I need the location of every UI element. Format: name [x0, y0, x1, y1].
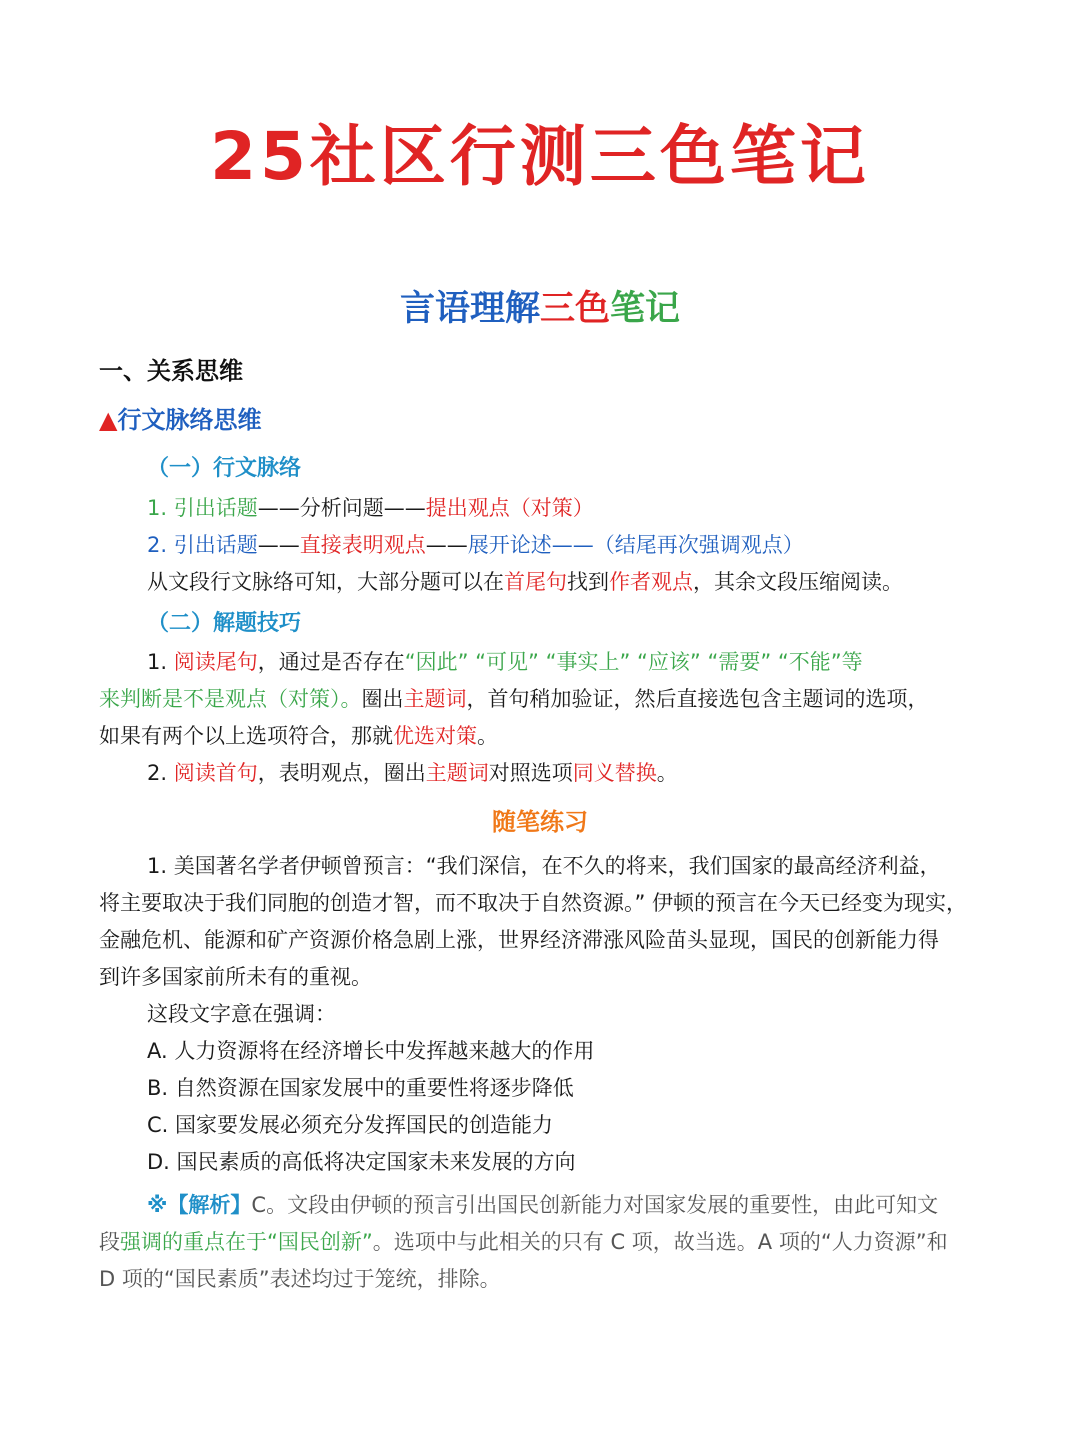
analysis-label: ※【解析】	[147, 1193, 252, 1217]
summary-a: 从文段行文脉络可知，大部分题可以在	[147, 570, 504, 594]
tip1-f: 圈出	[361, 687, 404, 711]
subtitle-part1: 言语理解	[399, 289, 540, 329]
tip2-a: 2.	[147, 761, 174, 785]
part1-item2	[147, 530, 804, 560]
tip1-d: “因此” “可见” “事实上” “应该” “需要” “不能”等	[404, 650, 863, 674]
item1-c: 提出观点（对策）	[425, 496, 594, 520]
analysis-line-3: D 项的“国民素质”表述均过于笼统，排除。	[99, 1267, 501, 1291]
question-line-3: 金融危机、能源和矿产资源价格急剧上涨，世界经济滞涨风险苗头显现，国民的创新能力得	[99, 928, 939, 952]
part1-heading: （一）行文脉络	[147, 456, 302, 481]
item2-d: ——	[425, 533, 468, 557]
option-b: B. 自然资源在国家发展中的重要性将逐步降低	[147, 1076, 574, 1100]
tip2-g: 。	[656, 761, 678, 785]
subtitle-part2: 三色	[539, 289, 610, 329]
tip1-c: ，通过是否存在	[257, 650, 405, 674]
tip1-j: 优选对策	[393, 724, 477, 748]
summary-b: 首尾句	[504, 570, 567, 594]
tip1-g: 主题词	[403, 687, 467, 711]
tip1-i: 如果有两个以上选项符合，那就	[99, 724, 393, 748]
item2-c: 直接表明观点	[299, 533, 426, 557]
practice-heading: 随笔练习	[492, 808, 588, 836]
part1-item1	[147, 493, 594, 523]
tip2-b: 阅读首句	[173, 761, 258, 785]
item1-a: 1. 引出话题	[147, 496, 258, 520]
summary-d: 作者观点	[609, 570, 693, 594]
option-a: A. 人力资源将在经济增长中发挥越来越大的作用	[147, 1039, 595, 1063]
section1-subheading-row	[99, 405, 261, 435]
tip1-k: 。	[477, 724, 498, 748]
question-line-4: 到许多国家前所未有的重视。	[99, 965, 372, 989]
tip1-line2	[99, 684, 929, 714]
summary-c: 找到	[567, 570, 609, 594]
summary-e: ，其余文段压缩阅读。	[693, 570, 903, 594]
triangle-up-icon: ▲	[99, 406, 118, 434]
tip1-b: 阅读尾句	[173, 650, 258, 674]
tip2-d: 主题词	[425, 761, 489, 785]
question-prompt: 这段文字意在强调：	[147, 1002, 336, 1026]
part1-summary	[147, 567, 903, 597]
section-title	[0, 283, 1080, 335]
analysis-line-2	[99, 1227, 948, 1257]
analysis-text-2b: 强调的重点在于“国民创新”	[120, 1230, 373, 1254]
analysis-text-2c: 。选项中与此相关的只有 C 项，故当选。A 项的“人力资源”和	[372, 1230, 948, 1254]
item2-e: 展开论述	[467, 533, 552, 557]
tip1-line3	[99, 721, 498, 751]
section1-heading: 一、关系思维	[99, 357, 243, 385]
question-line-2: 将主要取决于我们同胞的创造才智，而不取决于自然资源。” 伊顿的预言在今天已经变为现实，	[99, 891, 968, 915]
item2-f: ——（结尾再次强调观点）	[551, 533, 804, 557]
analysis-text-1: C。文段由伊顿的预言引出国民创新能力对国家发展的重要性，由此可知文	[251, 1193, 939, 1217]
item2-a: 2. 引出话题	[147, 533, 258, 557]
tip1-h: ，首句稍加验证，然后直接选包含主题词的选项，	[466, 687, 929, 711]
tip1-line1	[147, 647, 863, 677]
tip2-e: 对照选项	[488, 761, 573, 785]
tip2-f: 同义替换	[572, 761, 657, 785]
option-d: D. 国民素质的高低将决定国家未来发展的方向	[147, 1150, 576, 1174]
subtitle-part3: 笔记	[610, 289, 681, 329]
item1-b: ——分析问题——	[257, 496, 426, 520]
option-c: C. 国家要发展必须充分发挥国民的创造能力	[147, 1113, 554, 1137]
tip2-c: ，表明观点，圈出	[257, 761, 426, 785]
tip1-e: 来判断是不是观点（对策）。	[99, 687, 362, 711]
analysis-line-1	[147, 1190, 938, 1220]
part2-heading: （二）解题技巧	[147, 611, 302, 636]
page-title: 25社区行测三色笔记	[210, 118, 870, 195]
tip1-a: 1.	[147, 650, 174, 674]
section1-subheading: 行文脉络思维	[117, 406, 262, 434]
question-line-1: 1. 美国著名学者伊顿曾预言：“我们深信，在不久的将来，我们国家的最高经济利益，	[147, 854, 941, 878]
tip2	[147, 758, 678, 788]
item2-b: ——	[257, 533, 300, 557]
analysis-text-2a: 段	[99, 1230, 120, 1254]
